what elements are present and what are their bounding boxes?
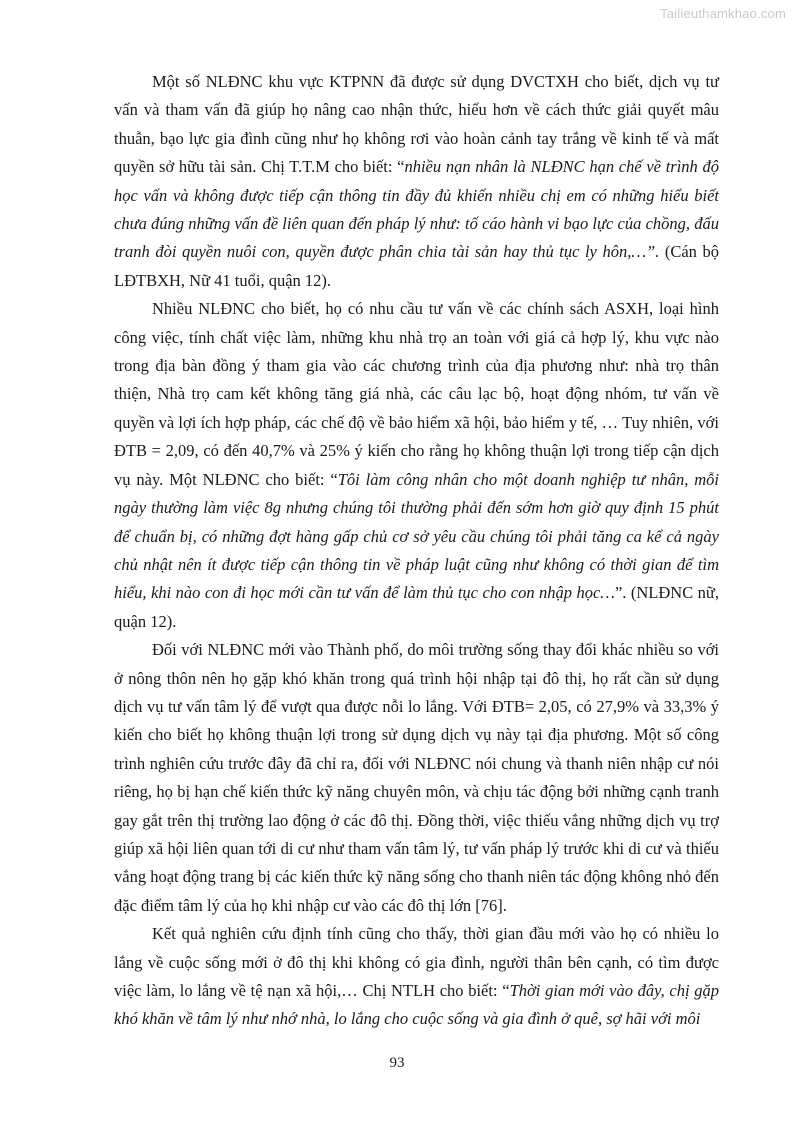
quote-text: Thời gian mới vào đây, chị gặp khó khăn về tâm lý như nhớ nhà, lo lắng cho cuộc sống và gia đình ở quê, sợ hãi với môi <box>114 981 719 1029</box>
paragraph-2 <box>114 295 719 636</box>
text-run: (Cán bộ LĐTBXH, Nữ 41 tuổi, quận 12). <box>114 242 719 290</box>
paragraph-3 <box>114 636 719 920</box>
page-number: 93 <box>389 1055 405 1071</box>
text-run: Nhiều NLĐNC cho biết, họ có nhu cầu tư vấn về các chính sách ASXH, loại hình công việc, tính chất việc làm, những khu nhà trọ an toàn với giá cả hợp lý, khu vực nào trong địa bàn đồng ý tham gia vào các chương trình của địa phương như: nhà trọ thân thiện, Nhà trọ cam kết không tăng giá nhà, các câu lạc bộ, hoạt động nhóm, tư vấn về quyền và lợi ích hợp pháp, các chế độ về bảo hiểm xã hội, bảo hiểm y tế, … Tuy nhiên, với ĐTB = 2,09, có đến 40,7% và 25% ý kiến cho rằng họ không thuận lợi trong tiếp cận dịch vụ này. Một NLĐNC cho biết: “ <box>114 299 719 489</box>
text-run: Một số NLĐNC khu vực KTPNN đã được sử dụng DVCTXH cho biết, dịch vụ tư vấn và tham vấn đã giúp họ nâng cao nhận thức, hiểu hơn về cách thức giải quyết mâu thuẫn, bạo lực gia đình cũng như họ không rơi vào hoàn cảnh tay trắng về kinh tế và mất quyền sở hữu tài sản. Chị T.T.M cho biết: “ <box>114 72 719 177</box>
paragraph-1 <box>114 68 719 295</box>
watermark: Tailieuthamkhao.com <box>660 6 786 21</box>
quote-text: nhiều nạn nhân là NLĐNC hạn chế về trình độ học vấn và không được tiếp cận thông tin đầy đủ khiến nhiều chị em có những hiểu biết chưa đúng những vấn đề liên quan đến pháp lý như: tố cáo hành vi bạo lực của chồng, đấu tranh đòi quyền nuôi con, quyền được phân chia tài sản hay thủ tục ly hôn,…”. <box>114 157 719 262</box>
text-run: ”. (NLĐNC nữ, quận 12). <box>114 583 719 631</box>
paragraph-4 <box>114 920 719 1034</box>
document-body <box>114 68 719 1034</box>
text-run: Đối với NLĐNC mới vào Thành phố, do môi trường sống thay đổi khác nhiều so với ở nông thôn nên họ gặp khó khăn trong quá trình hội nhập tại đô thị, họ rất cần sử dụng dịch vụ tư vấn tâm lý để vượt qua được nỗi lo lắng. Với ĐTB= 2,05, có 27,9% và 33,3% ý kiến cho biết họ không thuận lợi trong sử dụng dịch vụ này tại địa phương. Một số công trình nghiên cứu trước đây đã chỉ ra, đối với NLĐNC nói chung và thanh niên nhập cư nói riêng, họ bị hạn chế kiến thức kỹ năng chuyên môn, và chịu tác động bởi những cạnh tranh gay gắt trên thị trường lao động ở các đô thị. Đồng thời, việc thiếu vắng những dịch vụ trợ giúp xã hội liên quan tới di cư như tham vấn tâm lý, tư vấn pháp lý trước khi di cư và thiếu vắng hoạt động trang bị các kiến thức kỹ năng sống cho thanh niên tác động không nhỏ đến đặc điểm tâm lý của họ khi nhập cư vào các đô thị lớn [76]. <box>114 640 719 915</box>
quote-text: Tôi làm công nhân cho một doanh nghiệp tư nhân, mỗi ngày thường làm việc 8g nhưng chúng tôi thường phải đến sớm hơn giờ quy định 15 phút để chuẩn bị, có những đợt hàng gấp chủ cơ sở yêu cầu chúng tôi phải tăng ca kể cả ngày chủ nhật nên ít được tiếp cận thông tin về pháp luật cũng như không có thời gian để tìm hiểu, khi nào con đi học mới cần tư vấn để làm thủ tục cho con nhập học… <box>114 469 719 603</box>
text-run: Kết quả nghiên cứu định tính cũng cho thấy, thời gian đầu mới vào họ có nhiều lo lắng về cuộc sống mới ở đô thị khi không có gia đình, người thân bên cạnh, có tìm được việc làm, lo lắng về tệ nạn xã hội,… Chị NTLH cho biết: “ <box>114 924 719 1000</box>
